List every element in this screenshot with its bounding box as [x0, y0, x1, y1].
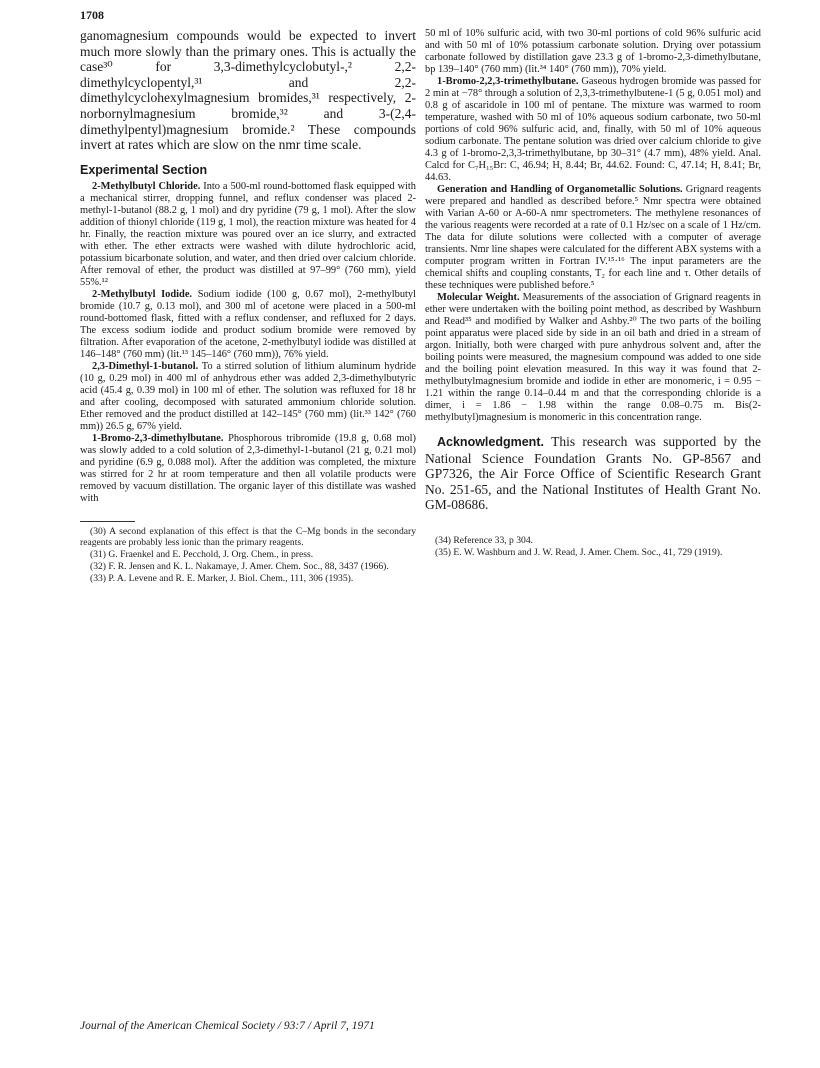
- paragraph-text: Gaseous hydrogen bromide was passed for 2 min at −78° through a solution of 2,3,3-trimethylbutene-1 (5 g, 0.051 mol) and 0.8 g of ascaridole in 100 ml of pentane. The mixture was warmed to room temperature, washed with 50 ml of 10% aqueous sodium carbonate, two 50-ml portions of cold 96% sulfuric acid, and, finally, with 50 ml of 10% aqueous sodium carbonate. The pentane solution was dried over calcium chloride to give 4.3 g of 1-bromo-2,3,3-trimethylbutane, bp 30–31° (4.7 mm), 48% yield. Anal. Calcd for C₇H₁₅Br: C, 46.94; H, 8.44; Br, 44.62. Found: C, 47.14; H, 8.41; Br, 44.63.: [425, 76, 761, 183]
- footnote: (34) Reference 33, p 304.: [435, 534, 534, 546]
- footnote: (35) E. W. Washburn and J. W. Read, J. Amer. Chem. Soc., 41, 729 (1919).: [435, 546, 723, 558]
- paragraph-text: Into a 500-ml round-bottomed flask equipped with a mechanical stirrer, dropping funnel, and reflux condenser was placed 2-methyl-1-butanol (88.2 g, 1 mol) and dry pyridine (79 g, 1 mol). After the slow addition of thionyl chloride (119 g, 1 mol), the reaction mixture was heated for 4 hr. Finally, the reaction mixture was poured over an ice slurry, and extracted with ether. The ether extracts were washed with dilute hydrochloric acid, potassium bicarbonate solution, and water, and then dried over calcium chloride. After removal of ether, the product was distilled at 97–99° (760 mm), yield 55%.¹²: [80, 180, 416, 288]
- right-column: [425, 28, 761, 559]
- section-heading: Experimental Section: [80, 162, 208, 177]
- paragraph-organometallic-solutions: [425, 184, 761, 292]
- paragraph-title: 2-Methylbutyl Chloride.: [92, 180, 201, 192]
- paragraph-text: Sodium iodide (100 g, 0.67 mol), 2-methylbutyl bromide (10.7 g, 0.13 mol), and 300 ml of acetone were placed in a 500-ml round-bottomed flask, fitted with a reflux condenser, and refluxed for 2 days. The excess sodium iodide and product sodium bromide were removed by filtration. After evaporation of the acetone, 2-methylbutyl iodide was distilled at 146–148° (760 mm) (lit.¹³ 145–146° (760 mm)), 76% yield.: [80, 288, 416, 360]
- paragraph-text: Phosphorous tribromide (19.8 g, 0.68 mol) was slowly added to a cold solution of 2,3-dimethyl-1-butanol (21 g, 0.21 mol) and pyridine (6.9 g, 0.088 mol). After the addition was completed, the mixture was stirred for 2 hr at room temperature and then all volatile products were removed by vacuum distillation. The organic layer of this distillate was washed with: [80, 432, 416, 504]
- acknowledgment: [425, 434, 761, 513]
- paragraph-title: Molecular Weight.: [437, 292, 520, 303]
- paragraph-bromo-trimethylbutane: [425, 76, 761, 184]
- paragraph-title: Generation and Handling of Organometallic Solutions.: [437, 184, 683, 195]
- paragraph-dimethyl-butanol: [80, 361, 416, 433]
- paragraph-methylbutyl-iodide: [80, 289, 416, 361]
- lead-paragraph: ganomagnesium compounds would be expected to invert much more slowly than the primary ones. This is actually the case³⁰ for 3,3-dimethylcyclobutyl-,² 2,2-dimethylcyclopentyl,³¹ and 2,2-dimethylcyclohexylmagnesium bromides,³¹ respectively, 2-norbornylmagnesium bromide,³² and 3-(2,4-dimethylpentyl)magnesium bromide.² These compounds invert at rates which are slow on the nmr time scale.: [80, 28, 416, 153]
- paragraph-text: To a stirred solution of lithium aluminum hydride (10 g, 0.29 mol) in 400 ml of anhydrous ether was added 2,3-dimethylbutyric acid (45.4 g, 0.39 mol) in 100 ml of ether. The solution was refluxed for 18 hr and after cooling, decomposed with saturated ammonium chloride solution. Ether removed and the product distilled at 142–145° (760 mm) (lit.³³ 142° (760 mm)) 26.5 g, 67% yield.: [80, 360, 416, 432]
- paragraph-title: 1-Bromo-2,3-dimethylbutane.: [92, 432, 224, 444]
- footnote: (31) G. Fraenkel and E. Pecchold, J. Org. Chem., in press.: [90, 548, 314, 560]
- page-number: 1708: [80, 8, 104, 22]
- journal-footer: Journal of the American Chemical Society / 93:7 / April 7, 1971: [80, 1020, 375, 1032]
- footnote: (30) A second explanation of this effect is that the C–Mg bonds in the secondary reagents are probably less ionic than the primary reagents.: [80, 525, 416, 548]
- acknowledgment-text: This research was supported by the National Science Foundation Grants No. GP-8567 and GP7326, the Air Force Office of Scientific Research Grant No. 251-65, and the National Institutes of Health Grant No. GM-08686.: [425, 434, 761, 513]
- footnote: (33) P. A. Levene and R. E. Marker, J. Biol. Chem., 111, 306 (1935).: [90, 572, 354, 584]
- paragraph-title: 2,3-Dimethyl-1-butanol.: [92, 360, 199, 372]
- continuation-paragraph: 50 ml of 10% sulfuric acid, with two 30-ml portions of cold 96% sulfuric acid and with 50 ml of 10% potassium carbonate solution. Drying over potassium carbonate followed by distillation gave 23.3 g of 1-bromo-2,3-dimethylbutane, bp 139–140° (760 mm) (lit.³⁴ 140° (760 mm)), 70% yield.: [425, 28, 761, 75]
- acknowledgment-title: Acknowledgment.: [437, 435, 544, 449]
- paragraph-title: 2-Methylbutyl Iodide.: [92, 288, 193, 300]
- paragraph-title: 1-Bromo-2,2,3-trimethylbutane.: [437, 76, 579, 87]
- footnote-divider: [80, 521, 135, 522]
- footnote: (32) F. R. Jensen and K. L. Nakamaye, J. Amer. Chem. Soc., 88, 3437 (1966).: [90, 560, 389, 572]
- right-footnotes: [425, 535, 761, 558]
- paragraph-molecular-weight: [425, 292, 761, 424]
- left-column: [80, 28, 416, 585]
- paragraph-text: Measurements of the association of Grignard reagents in ether were undertaken with the boiling point method, as described by Washburn and Read³⁵ and modified by Walker and Ashby.²⁰ The two parts of the boiling point apparatus were placed side by side in an oil bath and dried in a stream of argon. Initially, both were charged with pure anhydrous solvent and, after the boiling points were measured, the magnesium compound was added to one side and the boiling point elevation measured. In this way it was found that 2-methylbutylmagnesium bromide and iodide in ether are monomeric, i = 0.95 − 1.21 within the range 0.14–0.44 m and that the corresponding chloride is a dimer, i = 1.86 − 1.98 within the range 0.08–0.75 m. Bis(2-methylbutyl)magnesium is monomeric in this concentration range.: [425, 292, 761, 423]
- paragraph-methylbutyl-chloride: [80, 181, 416, 289]
- paragraph-bromo-dimethylbutane: [80, 433, 416, 505]
- paragraph-text: Grignard reagents were prepared and handled as described before.⁵ Nmr spectra were obtained with Varian A-60 or A-60-A nmr spectrometers. The methylene resonances of the various reagents were recorded at a rate of 0.1 Hz/sec on a scale of 1 Hz/cm. The data for dilute solutions were collected with a computer of average transients. Nmr line shapes were calculated for the different ABX systems with a computer program written in Fortran IV.¹⁵·¹⁶ The input parameters are the chemical shifts and coupling constants, T₂ for each line and τ. Other details of these techniques were published before.⁵: [425, 184, 761, 291]
